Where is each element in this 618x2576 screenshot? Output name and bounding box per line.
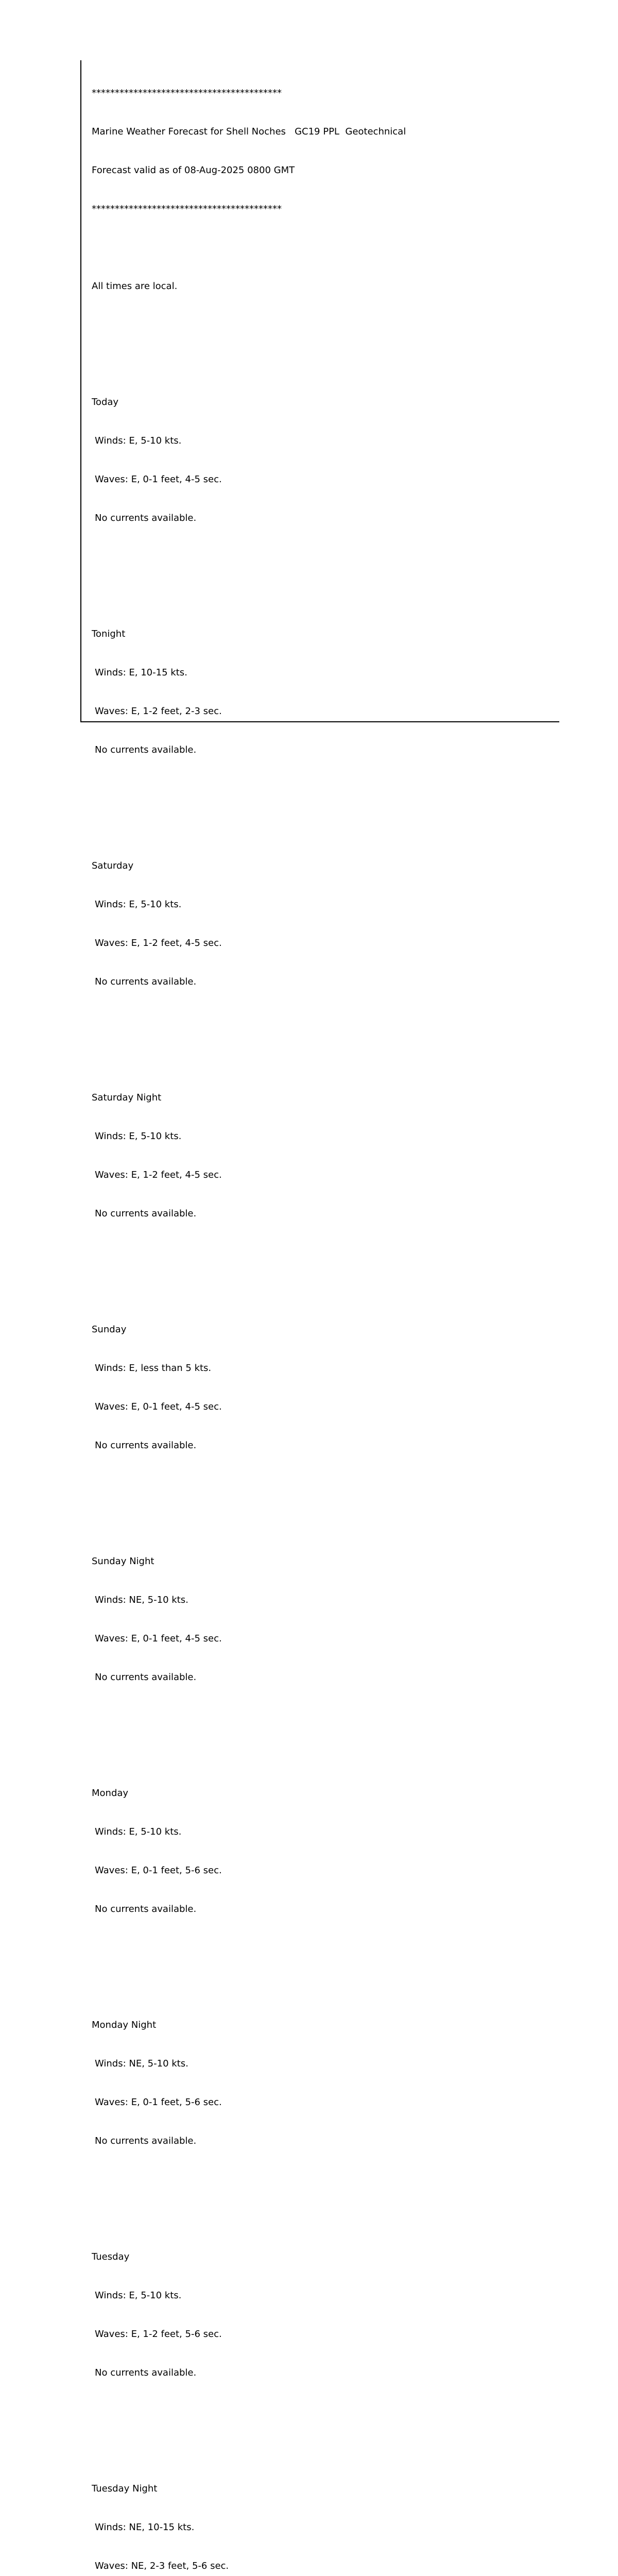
forecast-section-monday — [92, 1761, 558, 1941]
section-day: Monday Night — [92, 2020, 157, 2030]
separator-line-bottom: ***************************************** — [92, 204, 282, 214]
section-winds: Winds: E, less than 5 kts. — [95, 1363, 212, 1374]
section-waves: Waves: E, 0-1 feet, 4-5 sec. — [95, 1401, 222, 1412]
forecast-section-saturday-night — [92, 1065, 558, 1246]
section-day: Tonight — [92, 629, 126, 639]
forecast-valid-line: Forecast valid as of 08-Aug-2025 0800 GMT — [92, 165, 295, 176]
section-winds: Winds: NE, 5-10 kts. — [95, 2058, 188, 2069]
section-day: Tuesday Night — [92, 2483, 158, 2494]
section-waves: Waves: E, 1-2 feet, 5-6 sec. — [95, 2329, 222, 2340]
section-day: Saturday Night — [92, 1092, 162, 1103]
section-currents: No currents available. — [95, 1672, 197, 1683]
section-winds: Winds: E, 5-10 kts. — [95, 2290, 182, 2301]
forecast-document — [92, 61, 558, 2576]
section-day: Tuesday — [92, 2251, 130, 2262]
section-winds: Winds: NE, 10-15 kts. — [95, 2522, 195, 2533]
section-waves: Waves: E, 1-2 feet, 4-5 sec. — [95, 1170, 222, 1180]
section-winds: Winds: E, 5-10 kts. — [95, 1131, 182, 1142]
section-winds: Winds: E, 5-10 kts. — [95, 899, 182, 910]
section-winds: Winds: E, 5-10 kts. — [95, 435, 182, 446]
section-winds: Winds: E, 10-15 kts. — [95, 667, 187, 678]
section-waves: Waves: E, 0-1 feet, 4-5 sec. — [95, 1633, 222, 1644]
forecast-section-tuesday — [92, 2225, 558, 2405]
times-note: All times are local. — [92, 281, 178, 292]
section-currents: No currents available. — [95, 1904, 197, 1914]
section-waves: Waves: E, 0-1 feet, 5-6 sec. — [95, 2097, 222, 2108]
blank-line — [92, 241, 558, 254]
section-currents: No currents available. — [95, 513, 197, 523]
forecast-section-sunday-night — [92, 1529, 558, 1709]
section-currents: No currents available. — [95, 744, 197, 755]
section-day: Saturday — [92, 860, 134, 871]
forecast-section-tuesday-night — [92, 2456, 558, 2576]
forecast-title: Marine Weather Forecast for Shell Noches GC19 PPL Geotechnical — [92, 126, 406, 137]
section-waves: Waves: E, 0-1 feet, 5-6 sec. — [95, 1865, 222, 1876]
forecast-section-sunday — [92, 1297, 558, 1478]
forecast-section-tonight — [92, 602, 558, 782]
section-currents: No currents available. — [95, 1440, 197, 1451]
separator-line-top: ***************************************** — [92, 88, 282, 98]
section-waves: Waves: E, 1-2 feet, 4-5 sec. — [95, 938, 222, 948]
section-day: Sunday — [92, 1324, 127, 1335]
section-waves: Waves: NE, 2-3 feet, 5-6 sec. — [95, 2561, 229, 2571]
forecast-section-saturday — [92, 834, 558, 1014]
section-currents: No currents available. — [95, 2136, 197, 2146]
forecast-section-monday-night — [92, 1993, 558, 2173]
forecast-section-today — [92, 370, 558, 550]
section-currents: No currents available. — [95, 1208, 197, 1219]
section-day: Monday — [92, 1788, 129, 1799]
section-winds: Winds: E, 5-10 kts. — [95, 1826, 182, 1837]
section-winds: Winds: NE, 5-10 kts. — [95, 1595, 188, 1605]
section-waves: Waves: E, 1-2 feet, 2-3 sec. — [95, 706, 222, 717]
section-currents: No currents available. — [95, 2367, 197, 2378]
section-day: Sunday Night — [92, 1556, 154, 1567]
section-currents: No currents available. — [95, 976, 197, 987]
section-day: Today — [92, 397, 119, 408]
section-waves: Waves: E, 0-1 feet, 4-5 sec. — [95, 474, 222, 485]
blank-line — [92, 318, 558, 331]
